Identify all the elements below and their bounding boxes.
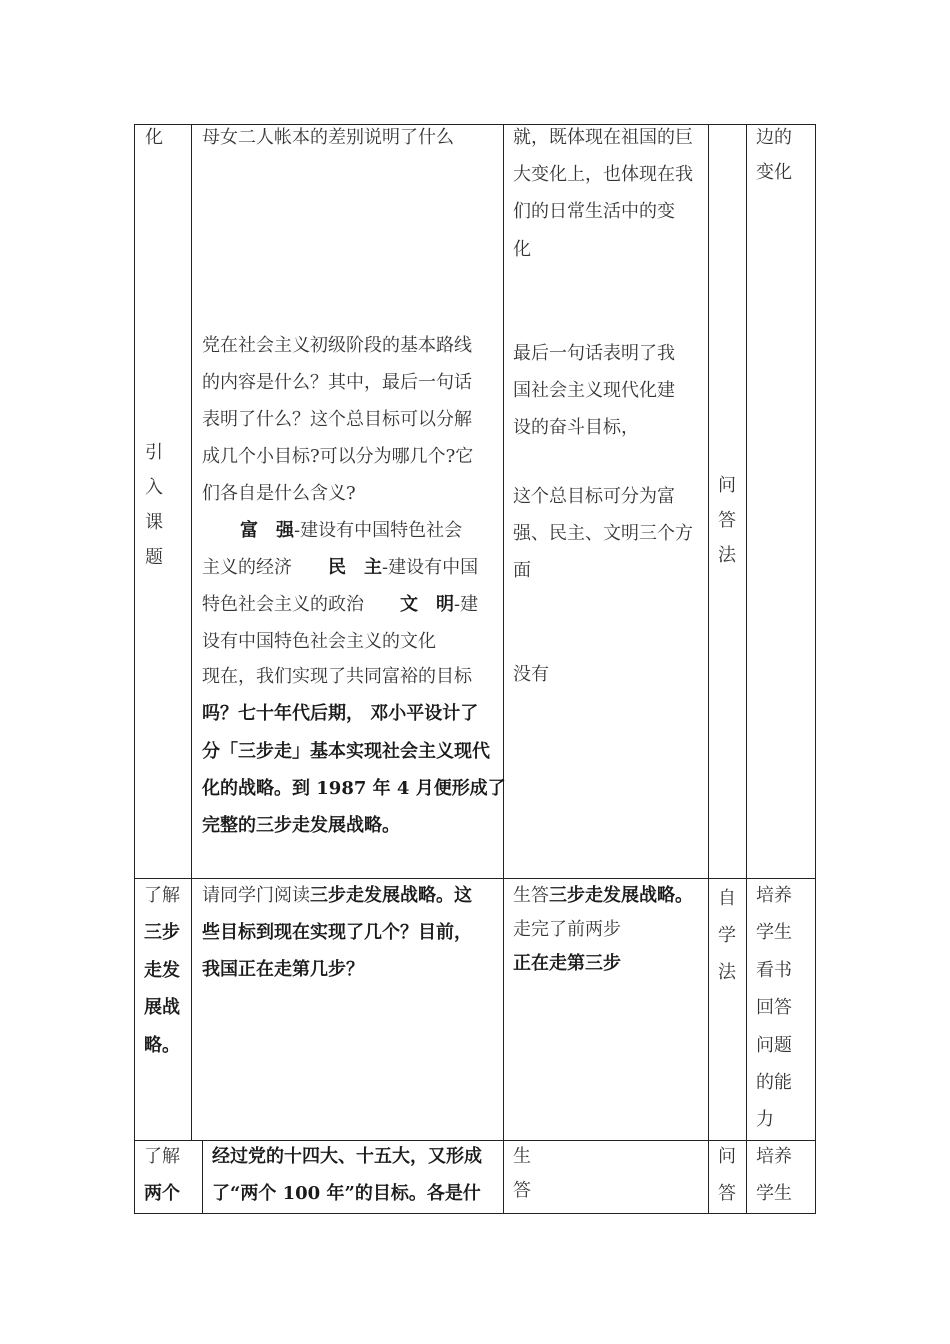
goal-democracy-term: 民 主 [328, 557, 382, 578]
row2-label-char: 题 [145, 547, 163, 568]
row3-answer-line [513, 877, 693, 914]
row3-answer-line: 正在走第三步 [513, 953, 621, 974]
row1-question: 母女二人帐本的差别说明了什么 [202, 127, 454, 148]
row1-col1-text: 化 [145, 127, 163, 148]
row3-answer-prefix: 生答 [513, 885, 549, 906]
row2-method-char: 法 [718, 545, 736, 566]
row2-label-char: 课 [145, 512, 163, 533]
table-left-border [134, 124, 135, 1214]
row3-label-line: 略。 [144, 1035, 180, 1056]
table-bottom-border [134, 1213, 816, 1214]
row4-question-line: 了“两个 100 年”的目标。各是什 [212, 1183, 481, 1204]
row3-purpose-line: 学生 [756, 922, 792, 943]
col-divider-2 [503, 124, 504, 1214]
row3-question-line: 些目标到现在实现了几个？目前， [202, 922, 472, 943]
row3-question-line: 我国正在走第几步？ [202, 959, 364, 980]
row2-strategy-line: 化的战略。到 1987 年 4 月便形成了 [202, 778, 506, 799]
goal-democracy-desc: -建设有中国 [382, 557, 479, 578]
row2-answer-line: 面 [513, 560, 531, 581]
row4-answer-char: 答 [513, 1180, 531, 1201]
col-divider-3 [708, 124, 709, 1214]
row2-answer-line: 强、民主、文明三个方 [513, 523, 693, 544]
row3-question-prefix: 请同学门阅读 [202, 885, 310, 906]
row4-purpose-line: 培养 [756, 1146, 792, 1167]
row1-purpose-line: 边的 [756, 127, 792, 148]
table-right-border [815, 124, 816, 1214]
row1-answer-line: 化 [513, 239, 531, 260]
row3-question-bold: 三步走发展战略。这 [310, 885, 472, 906]
row1-answer-line: 大变化上，也体现在我 [513, 164, 693, 185]
row2-answer-line: 最后一句话表明了我 [513, 343, 675, 364]
row2-strategy-line: 分「三步走」基本实现社会主义现代 [202, 741, 490, 762]
row2-goal-line [202, 586, 478, 623]
row3-question-line [202, 877, 472, 914]
row2-label-char: 入 [145, 477, 163, 498]
goal-civilization-desc: -建 [454, 594, 479, 615]
col-divider-1-upper [191, 124, 192, 1140]
row4-question-line: 经过党的十四大、十五大，又形成 [212, 1146, 482, 1167]
row2-now-line: 现在，我们实现了共同富裕的目标 [202, 666, 472, 687]
row3-purpose-line: 问题 [756, 1035, 792, 1056]
row3-label-line: 展战 [144, 997, 180, 1018]
row3-purpose-line: 看书 [756, 960, 792, 981]
goal-prosperity-term: 富 强 [240, 520, 294, 541]
goal-prosperity-desc: -建设有中国特色社会 [294, 520, 463, 541]
row1-answer-line: 就，既体现在祖国的巨 [513, 127, 693, 148]
row4-method-char: 问 [718, 1146, 736, 1167]
row3-purpose-line: 培养 [756, 885, 792, 906]
row3-label-line: 了解 [144, 885, 180, 906]
goal-economy-text: 主义的经济 [202, 557, 328, 578]
col-divider-4 [746, 124, 747, 1214]
row2-question-line: 成几个小目标?可以分为哪几个?它 [202, 446, 474, 467]
row3-purpose-line: 力 [756, 1109, 774, 1130]
row2-label-char: 引 [145, 442, 163, 463]
row4-label-line: 两个 [144, 1183, 180, 1204]
row2-goal-line [202, 549, 478, 586]
row3-answer-bold: 三步走发展战略。 [549, 885, 693, 906]
row4-method-char: 答 [718, 1183, 736, 1204]
row2-question-line: 党在社会主义初级阶段的基本路线 [202, 335, 472, 356]
row2-answer-line: 国社会主义现代化建 [513, 380, 675, 401]
row3-method-char: 法 [718, 962, 736, 983]
row4-purpose-line: 学生 [756, 1183, 792, 1204]
col-divider-1-lower [202, 1140, 203, 1214]
goal-politics-text: 特色社会主义的政治 [202, 594, 400, 615]
row3-label-line: 走发 [144, 960, 180, 981]
row3-label-line: 三步 [144, 922, 180, 943]
goal-civilization-term: 文 明 [400, 594, 454, 615]
row3-purpose-line: 的能 [756, 1072, 792, 1093]
row3-method-char: 自 [718, 888, 736, 909]
row2-answer-line: 这个总目标可分为富 [513, 486, 675, 507]
row3-answer-line: 走完了前两步 [513, 919, 621, 940]
row2-answer-line: 设的奋斗目标， [513, 417, 639, 438]
row3-purpose-line: 回答 [756, 997, 792, 1018]
row2-question-line: 的内容是什么？其中，最后一句话 [202, 372, 472, 393]
row2-strategy-line: 吗？七十年代后期， 邓小平设计了 [202, 703, 479, 724]
row2-method-char: 问 [718, 475, 736, 496]
row2-strategy-line: 完整的三步走发展战略。 [202, 815, 400, 836]
row2-question-line: 表明了什么？这个总目标可以分解 [202, 409, 472, 430]
row2-goal-line: 设有中国特色社会主义的文化 [202, 631, 436, 652]
row1-answer-line: 们的日常生活中的变 [513, 201, 675, 222]
row4-label-line: 了解 [144, 1146, 180, 1167]
row2-goal-line [240, 512, 462, 549]
row3-method-char: 学 [718, 925, 736, 946]
row2-method-char: 答 [718, 510, 736, 531]
row4-answer-char: 生 [513, 1146, 531, 1167]
row2-question-line: 们各自是什么含义? [202, 483, 356, 504]
row2-answer-line: 没有 [513, 664, 549, 685]
row1-purpose-line: 变化 [756, 162, 792, 183]
